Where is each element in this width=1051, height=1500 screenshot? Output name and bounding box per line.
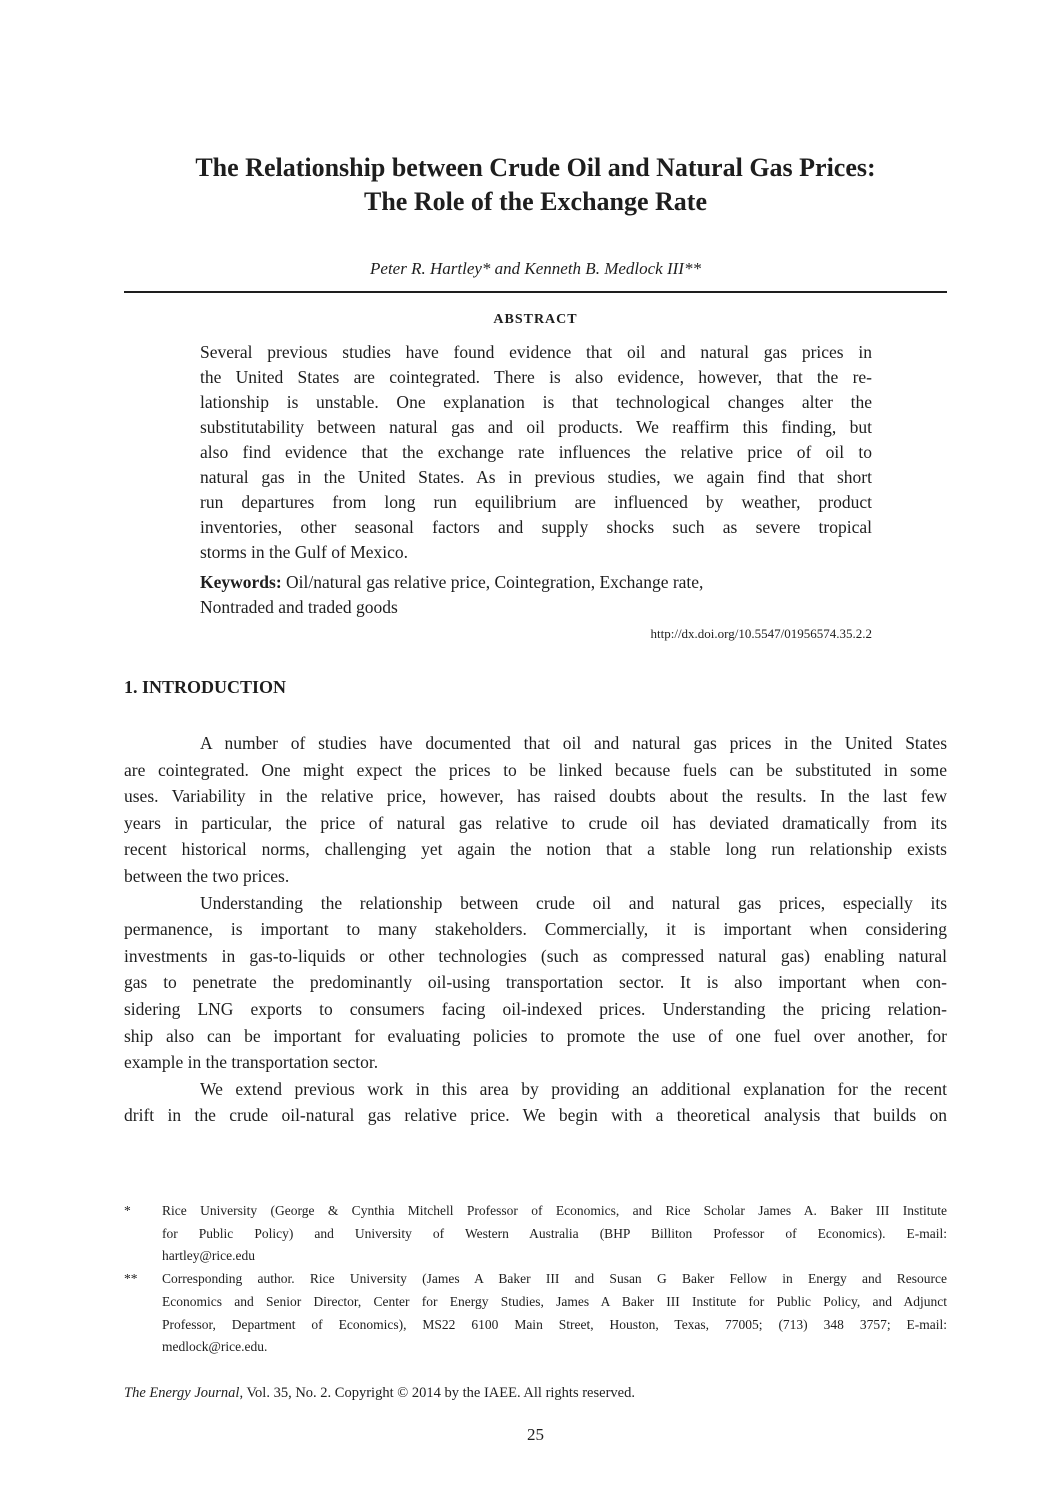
keywords <box>200 570 872 620</box>
title-line-2: The Role of the Exchange Rate <box>363 187 707 216</box>
header-rule <box>124 291 947 293</box>
footnote-marker: * <box>124 1203 131 1218</box>
footnote-line: hartley@rice.edu <box>162 1248 256 1264</box>
abstract-line: Several previous studies have found evidence that oil and natural gas prices in <box>200 342 872 362</box>
footnote-line: Economics and Senior Director, Center for Energy Studies, James A Baker III Institute for Public Policy, and Adjunct <box>162 1293 947 1309</box>
author-line: Peter R. Hartley* and Kenneth B. Medlock III** <box>370 259 701 278</box>
abstract-line: substitutability between natural gas and oil products. We reaffirm this finding, but <box>200 417 872 437</box>
keywords-label: Keywords: <box>200 572 282 592</box>
body-line: A number of studies have documented that oil and natural gas prices in the United States <box>200 733 947 753</box>
page-number: 25 <box>527 1425 544 1444</box>
body-line: are cointegrated. One might expect the prices to be linked because fuels can be substituted in some <box>124 759 947 780</box>
keywords-text-1: Oil/natural gas relative price, Cointegration, Exchange rate, <box>286 572 704 592</box>
abstract-line: storms in the Gulf of Mexico. <box>200 542 409 562</box>
abstract-line: run departures from long run equilibrium are influenced by weather, product <box>200 492 872 512</box>
footnote-1 <box>124 1200 947 1268</box>
footnotes <box>124 1200 947 1359</box>
body-line: uses. Variability in the relative price, however, has raised doubts about the results. In the last few <box>124 786 947 807</box>
keywords-line-1 <box>200 570 872 595</box>
title-line-1: The Relationship between Crude Oil and Natural Gas Prices: <box>195 153 876 182</box>
footnote-line: Corresponding author. Rice University (James A Baker III and Susan G Baker Fellow in Energy and Resource <box>162 1271 947 1287</box>
abstract-heading: ABSTRACT <box>493 312 578 327</box>
abstract-line: lationship is unstable. One explanation is that technological changes alter the <box>200 392 872 412</box>
footnote-line: for Public Policy) and University of Western Australia (BHP Billiton Professor of Economics). E-mail: <box>162 1225 947 1241</box>
body-line: We extend previous work in this area by providing an additional explanation for the recent <box>200 1078 947 1099</box>
journal-details: , Vol. 35, No. 2. Copyright © 2014 by the IAEE. All rights reserved. <box>239 1385 635 1401</box>
body-line: drift in the crude oil-natural gas relative price. We begin with a theoretical analysis that builds on <box>124 1105 947 1126</box>
section-heading: 1. INTRODUCTION <box>124 677 287 697</box>
doi-link[interactable]: http://dx.doi.org/10.5547/01956574.35.2.2 <box>650 626 872 641</box>
abstract-line: natural gas in the United States. As in previous studies, we again find that short <box>200 467 872 487</box>
body-line: gas to penetrate the predominantly oil-using transportation sector. It is also important when con- <box>124 972 947 993</box>
footnote-line: medlock@rice.edu. <box>162 1339 268 1355</box>
body-line: permanence, is important to many stakeholders. Commercially, it is important when considering <box>124 919 947 940</box>
footnote-line: Professor, Department of Economics), MS22 6100 Main Street, Houston, Texas, 77005; (713) 348 3757; E-mail: <box>162 1316 947 1332</box>
abstract-line: the United States are cointegrated. There is also evidence, however, that the re- <box>200 367 872 387</box>
body-line: between the two prices. <box>124 865 290 886</box>
footnote-marker: ** <box>124 1271 138 1287</box>
body-line: Understanding the relationship between crude oil and natural gas prices, especially its <box>200 892 947 913</box>
introduction-body <box>124 730 947 1129</box>
body-line: recent historical norms, challenging yet again the notion that a stable long run relationship exists <box>124 839 947 860</box>
body-line: example in the transportation sector. <box>124 1052 379 1073</box>
body-line: investments in gas-to-liquids or other technologies (such as compressed natural gas) enabling natural <box>124 945 947 966</box>
keywords-line-2: Nontraded and traded goods <box>200 597 398 617</box>
footnote-line: Rice University (George & Cynthia Mitchell Professor of Economics, and Rice Scholar James A. Baker III Institute <box>162 1203 947 1218</box>
abstract-line: inventories, other seasonal factors and supply shocks such as severe tropical <box>200 517 872 537</box>
body-line: ship also can be important for evaluating policies to promote the use of one fuel over another, for <box>124 1025 947 1046</box>
abstract-body <box>200 340 872 565</box>
journal-citation <box>124 1384 635 1402</box>
body-line: sidering LNG exports to consumers facing oil-indexed prices. Understanding the pricing relation- <box>124 998 947 1019</box>
journal-name: The Energy Journal <box>124 1385 240 1401</box>
abstract-line: also find evidence that the exchange rate influences the relative price of oil to <box>200 442 872 462</box>
body-line: years in particular, the price of natural gas relative to crude oil has deviated dramatically from its <box>124 812 947 833</box>
paper-title <box>100 151 971 219</box>
footnote-2 <box>124 1268 947 1359</box>
